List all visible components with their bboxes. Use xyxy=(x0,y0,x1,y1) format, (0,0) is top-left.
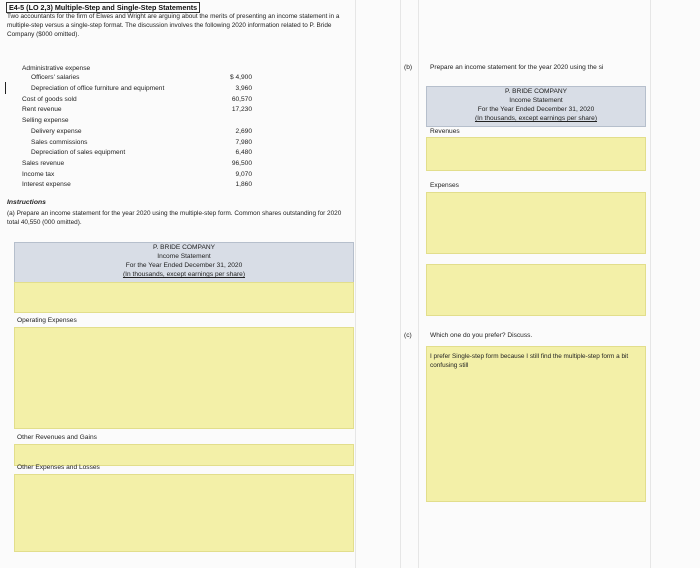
row-amount: 2,690 xyxy=(235,128,252,135)
exercise-title: E4-5 (LO 2,3) Multiple-Step and Single-Step Statements xyxy=(6,2,200,13)
answer-input-other-revenues[interactable] xyxy=(14,444,354,466)
other-revenues-label: Other Revenues and Gains xyxy=(17,434,97,441)
statement-units: (In thousands, except earnings per share) xyxy=(122,271,246,278)
row-amount: 60,570 xyxy=(231,96,252,103)
part-c-marker: (c) xyxy=(404,332,412,339)
statement-a-header xyxy=(14,242,354,283)
row-label: Sales commissions xyxy=(31,139,88,146)
row-label: Interest expense xyxy=(22,181,71,188)
row-label: Delivery expense xyxy=(31,128,82,135)
part-b-prompt: Prepare an income statement for the year 2020 using the si xyxy=(430,64,604,71)
answer-input-totals[interactable] xyxy=(426,264,646,316)
statement-units: (In thousands, except earnings per share) xyxy=(474,115,598,122)
operating-expenses-label: Operating Expenses xyxy=(17,317,77,324)
answer-textarea-discussion[interactable] xyxy=(426,346,646,502)
answer-input-revenue[interactable] xyxy=(14,282,354,313)
part-b-marker: (b) xyxy=(404,64,413,71)
instructions-part-a: (a) Prepare an income statement for the year 2020 using the multiple-step form. Common shares outstanding for 2020 total 40,550 (000 omitted). xyxy=(7,210,342,226)
expenses-label: Expenses xyxy=(430,182,459,189)
margin-marker xyxy=(5,82,6,94)
discussion-answer-text: I prefer Single-step form because I still find the multiple-step form a bit confusing still xyxy=(430,353,629,369)
answer-input-operating-expenses[interactable] xyxy=(14,327,354,429)
row-label: Rent revenue xyxy=(22,106,62,113)
row-label: Sales revenue xyxy=(22,160,65,167)
statement-name: Income Statement xyxy=(157,253,211,260)
row-amount: 96,500 xyxy=(231,160,252,167)
exercise-intro: Two accountants for the firm of Elwes and Wright are arguing about the merits of presenting an income statement in a multiple-step versus a single-step format. The discussion involves the following 2020 information related to P. Bride Company ($000 omitted). xyxy=(7,13,340,38)
statement-b-header xyxy=(426,86,646,127)
answer-input-other-expenses[interactable] xyxy=(14,474,354,552)
company-name: P. BRIDE COMPANY xyxy=(152,244,216,251)
statement-period: For the Year Ended December 31, 2020 xyxy=(125,262,243,269)
part-c-prompt: Which one do you prefer? Discuss. xyxy=(430,332,533,339)
row-label: Income tax xyxy=(22,171,55,178)
row-amount: 17,230 xyxy=(231,106,252,113)
statement-period: For the Year Ended December 31, 2020 xyxy=(477,106,595,113)
row-label: Selling expense xyxy=(22,117,69,124)
answer-input-expenses[interactable] xyxy=(426,192,646,254)
statement-name: Income Statement xyxy=(509,97,563,104)
column-divider xyxy=(650,0,651,568)
revenues-label: Revenues xyxy=(430,128,460,135)
row-amount: 7,980 xyxy=(235,139,252,146)
row-amount: 9,070 xyxy=(235,171,252,178)
row-amount: 3,960 xyxy=(235,85,252,92)
column-divider xyxy=(400,0,401,568)
row-amount: 1,860 xyxy=(235,181,252,188)
company-name: P. BRIDE COMPANY xyxy=(504,88,568,95)
answer-input-revenues[interactable] xyxy=(426,137,646,171)
row-label: Cost of goods sold xyxy=(22,96,77,103)
row-label: Administrative expense xyxy=(22,65,91,72)
other-expenses-label: Other Expenses and Losses xyxy=(17,464,100,471)
row-label: Depreciation of office furniture and equipment xyxy=(31,85,165,92)
row-label: Officers' salaries xyxy=(31,74,80,81)
column-divider xyxy=(418,0,419,568)
instructions-heading: Instructions xyxy=(7,199,46,206)
row-label: Depreciation of sales equipment xyxy=(31,149,126,156)
row-amount: 6,480 xyxy=(235,149,252,156)
column-divider xyxy=(355,0,356,568)
row-amount: $ 4,900 xyxy=(230,74,252,81)
